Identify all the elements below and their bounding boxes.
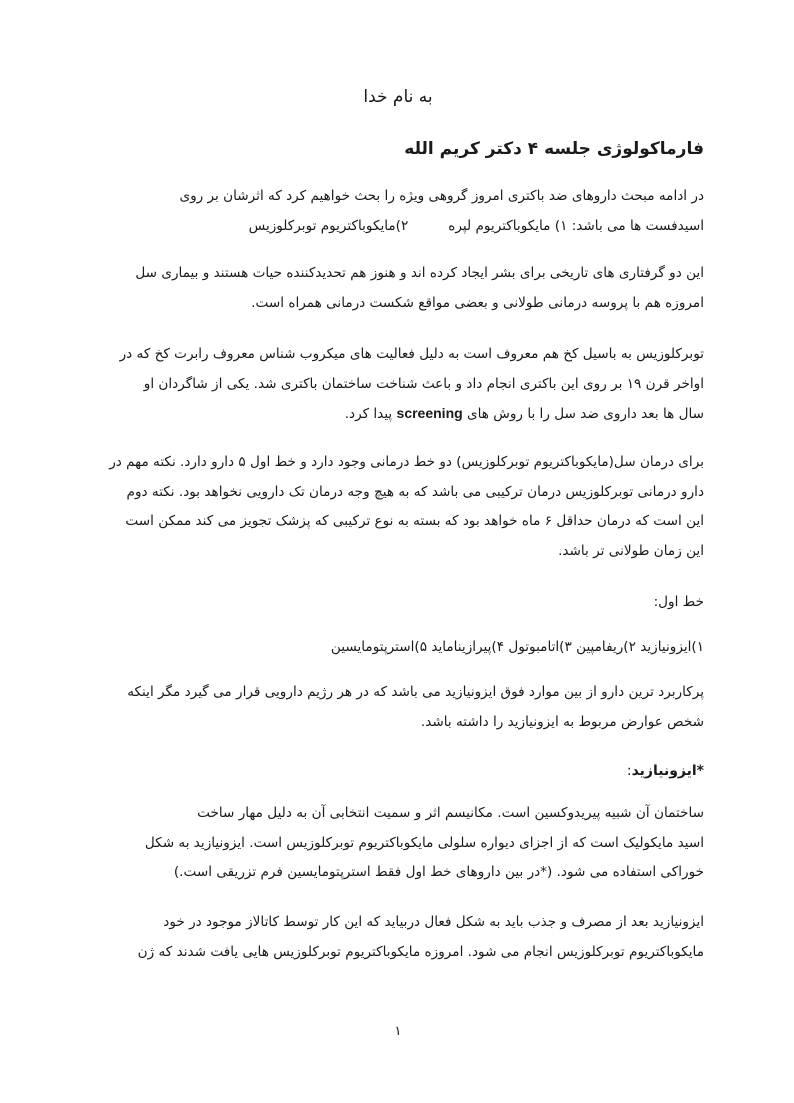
paragraph-isoniazid-usage: [92, 678, 704, 737]
paragraph-koch-line-3-end: پیدا کرد.: [344, 406, 393, 422]
paragraph-treatment-line-1: برای درمان سل(مایکوباکتریوم توبرکلوزیس) دو خط درمانی وجود دارد و خط اول ۵ دارو دارد. نکته مهم در: [109, 454, 704, 470]
paragraph-treatment-line-3: این است که درمان حداقل ۶ ماه خواهد بود که بسته به نوع ترکیبی که پزشک تجویز می کند ممکن است: [125, 513, 704, 529]
paragraph-history-line-1: این دو گرفتاری های تاریخی برای بشر ایجاد کرده اند و هنوز هم تحدیدکننده حیات هستند و بیماری سل: [135, 265, 704, 281]
paragraph-isoniazid-structure-line-2: اسید مایکولیک است که از اجزای دیواره سلولی مایکوباکتریوم توبرکلوزیس است. ایزونیازید به شکل: [144, 834, 704, 851]
page-number: ۱: [394, 1024, 402, 1039]
intro-line-1: در ادامه مبحث داروهای ضد باکتری امروز گروهی ویژه را بحث خواهیم کرد که اثرشان بر روی: [179, 188, 704, 204]
paragraph-koch-line-3: [92, 399, 704, 430]
paragraph-isoniazid-structure-line-1: ساختمان آن شبیه پیریدوکسین است. مکانیسم اثر و سمیت انتخابی آن به دلیل مهار ساخت: [197, 805, 704, 821]
paragraph-isoniazid-structure: [92, 799, 704, 888]
paragraph-koch-line-2: اواخر قرن ۱۹ بر روی این باکتری انجام داد و باعث شناخت ساختمان باکتری شد. یکی از شاگردان او: [143, 375, 704, 392]
paragraph-isoniazid-activation-line-1: ایزونیازید بعد از مصرف و جذب باید به شکل فعال دربیاید که این کار توسط کاتالاز موجود در خود: [163, 914, 704, 930]
basmala-heading: به نام خدا: [363, 87, 433, 107]
intro-item-tuberculosis: ۲)مایکوباکتریوم توبرکلوزیس: [248, 217, 409, 234]
document-title: فارماکولوژی جلسه ۴ دکتر کریم الله: [404, 139, 704, 159]
first-line-label: خط اول:: [653, 594, 704, 610]
isoniazid-heading-text: *ایزونیازید: [631, 763, 704, 779]
paragraph-koch-line-1: توبرکلوزیس به باسیل کخ هم معروف است به دلیل فعالیت های میکروب شناس معروف رابرت کخ که در: [119, 346, 704, 362]
paragraph-treatment-line-2: دارو درمانی توبرکلوزیس درمان ترکیبی می باشد که به هیچ وجه درمان تک دارویی نخواهد بود. نکته دوم: [126, 483, 704, 500]
paragraph-isoniazid-activation: [92, 908, 704, 967]
paragraph-koch-line-3-start: سال ها بعد داروی ضد سل را با روش های: [467, 406, 704, 422]
paragraph-koch: [92, 340, 704, 430]
paragraph-treatment-line-4: این زمان طولانی تر باشد.: [558, 542, 704, 559]
paragraph-isoniazid-activation-line-2: مایکوباکتریوم توبرکلوزیس انجام می شود. امروزه مایکوباکتریوم توبرکلوزیس هایی یافت شدند که ژن: [137, 943, 704, 960]
paragraph-isoniazid-usage-line-2: شخص عوارض مربوط به ایزونیازید را داشته باشد.: [420, 713, 704, 730]
isoniazid-heading-colon: :: [626, 763, 632, 779]
isoniazid-heading: [92, 758, 704, 784]
intro-item-leprae: اسیدفست ها می باشد: ۱) مایکوباکتریوم لپره: [448, 217, 704, 234]
intro-paragraph: [92, 182, 704, 241]
first-line-drug-list: ۱)ایزونیازید ۲)ریفامپین ۳)اتامبوتول ۴)پیرازیناماید ۵)استرپتومایسین: [330, 639, 704, 655]
paragraph-history-line-2: امروزه هم با پروسه درمانی طولانی و بعضی مواقع شکست درمانی همراه است.: [251, 294, 704, 311]
paragraph-isoniazid-usage-line-1: پرکاربرد ترین دارو از بین موارد فوق ایزونیازید می باشد که در هر رژیم دارویی قرار می گیرد مگر اینکه: [127, 684, 704, 700]
paragraph-treatment: [92, 448, 704, 566]
paragraph-history: [92, 259, 704, 318]
screening-term: screening: [396, 405, 463, 421]
intro-line-2: [92, 212, 704, 242]
paragraph-isoniazid-structure-line-3: خوراکی استفاده می شود. (*در بین داروهای خط اول فقط استرپتومایسین فرم تزریقی است.): [173, 864, 704, 880]
